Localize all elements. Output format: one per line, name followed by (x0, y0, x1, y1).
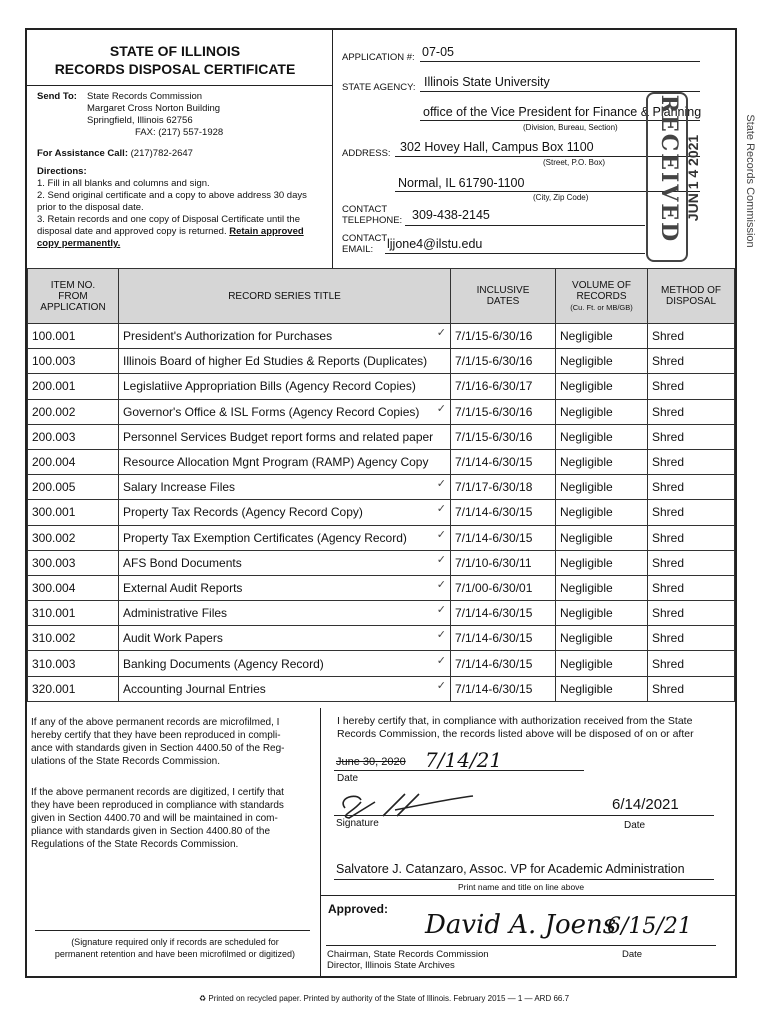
item-cell: 300.001 (28, 500, 119, 525)
text-line: they have been reproduced in compliance with standards (31, 800, 284, 811)
method-cell: Shred (648, 424, 735, 449)
address-line: Margaret Cross Norton Building (87, 103, 221, 114)
directions-label: Directions: (37, 166, 87, 177)
volume-cell: Negligible (556, 500, 648, 525)
dates-cell: 7/1/15-6/30/16 (451, 324, 556, 349)
title-text: Illinois Board of higher Ed Studies & Reports (Duplicates) (123, 354, 428, 369)
footer (0, 994, 768, 1003)
table-row (28, 626, 735, 651)
check-mark-icon: ✓ (436, 503, 446, 516)
send-to-label: Send To: (37, 91, 77, 102)
division-value: office of the Vice President for Finance & Planning (423, 105, 702, 119)
agency-label: STATE AGENCY: (342, 82, 416, 93)
date-label: Date (622, 949, 643, 960)
method-cell: Shred (648, 626, 735, 651)
field-line (385, 253, 645, 254)
table-row (28, 449, 735, 474)
stamp-org: State Records Commission (744, 114, 756, 248)
direction-line: disposal date and approved copy is returned. (37, 226, 227, 237)
assistance-label: For Assistance Call: (37, 148, 128, 159)
direction-line: 1. Fill in all blanks and columns and sign. (37, 178, 210, 189)
item-cell: 310.001 (28, 601, 119, 626)
field-line (326, 945, 716, 946)
col-volume-header (556, 269, 648, 324)
email-value: ljjone4@ilstu.edu (387, 237, 483, 251)
item-cell: 200.002 (28, 399, 119, 424)
method-cell: Shred (648, 550, 735, 575)
method-cell: Shred (648, 324, 735, 349)
table-row (28, 550, 735, 575)
title-text: External Audit Reports (123, 580, 243, 595)
signature-line (35, 930, 310, 931)
volume-cell: Negligible (556, 475, 648, 500)
table-row (28, 575, 735, 600)
directions (37, 166, 327, 250)
item-cell: 200.003 (28, 424, 119, 449)
method-cell: Shred (648, 475, 735, 500)
direction-line: prior to the disposal date. (37, 202, 144, 213)
records-table (27, 268, 735, 702)
header-line: VOLUME OF (572, 279, 631, 291)
method-cell: Shred (648, 449, 735, 474)
direction-line: 3. Retain records and one copy of Disposal Certificate until the (37, 214, 300, 225)
method-cell: Shred (648, 374, 735, 399)
text-line: (Signature required only if records are scheduled for (71, 937, 279, 947)
table-row (28, 349, 735, 374)
check-mark-icon: ✓ (436, 629, 446, 642)
phone-label (342, 204, 402, 226)
volume-cell: Negligible (556, 349, 648, 374)
dates-cell: 7/1/15-6/30/16 (451, 424, 556, 449)
divider (320, 895, 735, 896)
label-line: TELEPHONE: (342, 215, 403, 226)
title-text: Property Tax Records (Agency Record Copy) (123, 505, 363, 520)
check-mark-icon: ✓ (436, 478, 446, 491)
col-title-header: RECORD SERIES TITLE (119, 269, 451, 324)
dates-cell: 7/1/15-6/30/16 (451, 349, 556, 374)
header-line: (Cu. Ft. or MB/GB) (570, 302, 633, 312)
header-line: APPLICATION (40, 301, 106, 313)
table-row (28, 399, 735, 424)
signature-note (30, 936, 320, 960)
header-line: ITEM NO. (50, 279, 96, 291)
retain-note: copy permanently. (37, 238, 121, 249)
agency-value: Illinois State University (424, 75, 550, 89)
approver-title (327, 949, 489, 971)
dates-cell: 7/1/16-6/30/17 (451, 374, 556, 399)
method-cell: Shred (648, 575, 735, 600)
col-item-header (28, 269, 119, 324)
address-label: ADDRESS: (342, 148, 391, 159)
direction-line: 2. Send original certificate and a copy to above address 30 days (37, 190, 307, 201)
title-text: Governor's Office & ISL Forms (Agency Record Copies) (123, 404, 420, 419)
table-row (28, 651, 735, 676)
method-cell: Shred (648, 601, 735, 626)
text-line: If the above permanent records are digitized, I certify that (31, 787, 284, 798)
col-dates-header (451, 269, 556, 324)
volume-cell: Negligible (556, 601, 648, 626)
title-cell (119, 601, 451, 626)
divider (320, 708, 321, 978)
title-cell (119, 424, 451, 449)
title-cell (119, 449, 451, 474)
text-line: given in Section 4400.70 and will be maintained in com- (31, 813, 278, 824)
volume-cell: Negligible (556, 324, 648, 349)
title-text: Accounting Journal Entries (123, 681, 266, 696)
title-text: President's Authorization for Purchases (123, 329, 333, 344)
field-line (405, 225, 645, 226)
address-line: State Records Commission (87, 91, 203, 102)
field-line (334, 815, 714, 816)
date-label: Date (337, 773, 359, 784)
digitized-certification (31, 786, 316, 851)
header-line: RECORDS (576, 290, 627, 302)
header-line: DATES (486, 296, 520, 307)
dates-cell: 7/1/14-6/30/15 (451, 601, 556, 626)
title-cell (119, 349, 451, 374)
method-cell: Shred (648, 500, 735, 525)
volume-cell: Negligible (556, 550, 648, 575)
label-line: CONTACT (342, 233, 388, 244)
title-line-2: RECORDS DISPOSAL CERTIFICATE (54, 61, 296, 77)
division-hint: (Division, Bureau, Section) (523, 123, 618, 132)
volume-cell: Negligible (556, 651, 648, 676)
title-text: Legislatiive Appropriation Bills (Agency Record Copies) (123, 379, 416, 394)
title-cell (119, 550, 451, 575)
field-line (334, 770, 584, 771)
volume-cell: Negligible (556, 626, 648, 651)
volume-cell: Negligible (556, 424, 648, 449)
assistance-phone: (217)782-2647 (130, 148, 193, 159)
method-cell: Shred (648, 399, 735, 424)
text-line: If any of the above permanent records are microfilmed, I (31, 717, 280, 728)
text-line: permanent retention and have been microfilmed or digitized) (54, 949, 296, 959)
item-cell: 100.003 (28, 349, 119, 374)
volume-cell: Negligible (556, 399, 648, 424)
item-cell: 300.004 (28, 575, 119, 600)
old-date: June 30, 2020 (336, 756, 406, 768)
title-cell (119, 651, 451, 676)
text-line: Regulations of the State Records Commission. (31, 839, 239, 850)
label-line: EMAIL: (342, 244, 374, 255)
text-line: ulations of the State Records Commission. (31, 756, 220, 767)
text-line: hereby certify that they have been reproduced in compli- (31, 730, 281, 741)
signer-name: Salvatore J. Catanzaro, Assoc. VP for Academic Administration (336, 862, 685, 876)
title-cell (119, 475, 451, 500)
approved-label: Approved: (328, 902, 388, 916)
table-row (28, 525, 735, 550)
text-line: I hereby certify that, in compliance with authorization received from the State (337, 715, 693, 727)
application-number: 07-05 (422, 45, 454, 59)
item-cell: 200.001 (28, 374, 119, 399)
recycle-icon: ♻ (198, 994, 207, 1003)
table-row (28, 324, 735, 349)
header-line: METHOD OF (661, 285, 721, 296)
stamp-date: JUN 1 4 2021 (685, 134, 701, 222)
footer-text: Printed on recycled paper. Printed by authority of the State of Illinois. February 2015 — 1 — ARD 66.7 (208, 994, 570, 1003)
title-text: Audit Work Papers (123, 631, 223, 646)
dates-cell: 7/1/14-6/30/15 (451, 676, 556, 701)
dates-cell: 7/1/14-6/30/15 (451, 500, 556, 525)
dates-cell: 7/1/14-6/30/15 (451, 449, 556, 474)
item-cell: 320.001 (28, 676, 119, 701)
check-mark-icon: ✓ (436, 654, 446, 667)
form-title (30, 42, 320, 78)
label-line: CONTACT (342, 204, 388, 215)
item-cell: 200.005 (28, 475, 119, 500)
print-name-hint: Print name and title on line above (458, 882, 585, 892)
sign-date: 6/14/2021 (612, 796, 679, 813)
dates-cell: 7/1/14-6/30/15 (451, 626, 556, 651)
address-line: FAX: (217) 557-1928 (135, 127, 224, 138)
date-label: Date (624, 820, 646, 831)
header-line: DISPOSAL (665, 296, 717, 307)
text-line: Records Commission, the records listed above will be disposed of on or after (337, 728, 694, 740)
check-mark-icon: ✓ (436, 604, 446, 617)
check-mark-icon: ✓ (436, 679, 446, 692)
table-row (28, 500, 735, 525)
stamp-word: RECEIVED (656, 94, 682, 244)
item-cell: 300.002 (28, 525, 119, 550)
title-cell (119, 374, 451, 399)
title-cell (119, 575, 451, 600)
title-text: Salary Increase Files (123, 480, 236, 495)
volume-cell: Negligible (556, 525, 648, 550)
divider (332, 30, 333, 268)
approval-date: 6/15/21 (607, 914, 692, 939)
text-line: pliance with standards given in Section 4400.80 of the (31, 826, 271, 837)
method-cell: Shred (648, 349, 735, 374)
title-text: Banking Documents (Agency Record) (123, 656, 324, 671)
col-method-header (648, 269, 735, 324)
dates-cell: 7/1/10-6/30/11 (451, 550, 556, 575)
header-line: INCLUSIVE (476, 285, 530, 296)
table-row (28, 475, 735, 500)
microfilm-certification (31, 716, 316, 768)
dates-cell: 7/1/14-6/30/15 (451, 651, 556, 676)
check-mark-icon: ✓ (436, 578, 446, 591)
volume-cell: Negligible (556, 575, 648, 600)
check-mark-icon: ✓ (436, 528, 446, 541)
title-cell (119, 500, 451, 525)
title-text: Resource Allocation Mgnt Program (RAMP) Agency Copy (123, 455, 429, 470)
title-line-1: STATE OF ILLINOIS (109, 43, 241, 59)
table-row (28, 374, 735, 399)
title-cell (119, 626, 451, 651)
table-row (28, 601, 735, 626)
street-hint: (Street, P.O. Box) (543, 158, 606, 167)
phone-value: 309-438-2145 (412, 208, 490, 222)
title-cell (119, 525, 451, 550)
text-line: ance with standards given in Section 4400.50 of the Reg- (31, 743, 285, 754)
divider (27, 85, 332, 86)
check-mark-icon: ✓ (436, 553, 446, 566)
street-value: 302 Hovey Hall, Campus Box 1100 (400, 140, 594, 154)
table-row (28, 424, 735, 449)
item-cell: 310.002 (28, 626, 119, 651)
item-cell: 310.003 (28, 651, 119, 676)
volume-cell: Negligible (556, 676, 648, 701)
title-text: Property Tax Exemption Certificates (Agency Record) (123, 530, 407, 545)
title-text: Personnel Services Budget report forms and related paper (123, 429, 434, 444)
volume-cell: Negligible (556, 449, 648, 474)
send-to-address (87, 91, 223, 139)
city-value: Normal, IL 61790-1100 (398, 176, 525, 190)
assistance (37, 148, 193, 160)
method-cell: Shred (648, 651, 735, 676)
title-cell (119, 324, 451, 349)
title-cell (119, 399, 451, 424)
dates-cell: 7/1/17-6/30/18 (451, 475, 556, 500)
title-cell (119, 676, 451, 701)
handwritten-date: 7/14/21 (425, 748, 503, 772)
check-mark-icon: ✓ (436, 402, 446, 415)
text-line: Director, Illinois State Archives (327, 960, 455, 971)
signature-label: Signature (336, 818, 379, 829)
dates-cell: 7/1/14-6/30/15 (451, 525, 556, 550)
table-row (28, 676, 735, 701)
title-text: Administrative Files (123, 606, 228, 621)
text-line: Chairman, State Records Commission (327, 949, 489, 960)
retain-note: Retain approved (229, 226, 304, 237)
table-header-row (28, 269, 735, 324)
dates-cell: 7/1/00-6/30/01 (451, 575, 556, 600)
item-cell: 100.001 (28, 324, 119, 349)
item-cell: 300.003 (28, 550, 119, 575)
received-stamp (646, 92, 688, 262)
dates-cell: 7/1/15-6/30/16 (451, 399, 556, 424)
volume-cell: Negligible (556, 374, 648, 399)
disposal-statement (337, 715, 732, 741)
method-cell: Shred (648, 525, 735, 550)
title-text: AFS Bond Documents (123, 555, 242, 570)
header-line: FROM (58, 290, 88, 302)
method-cell: Shred (648, 676, 735, 701)
city-hint: (City, Zip Code) (533, 193, 589, 202)
approver-signature: David A. Joens (425, 910, 617, 940)
field-line (334, 879, 714, 880)
application-label: APPLICATION #: (342, 52, 415, 63)
email-label (342, 233, 387, 255)
address-line: Springfield, Illinois 62756 (87, 115, 193, 126)
check-mark-icon: ✓ (436, 327, 446, 340)
item-cell: 200.004 (28, 449, 119, 474)
field-line (420, 61, 700, 62)
